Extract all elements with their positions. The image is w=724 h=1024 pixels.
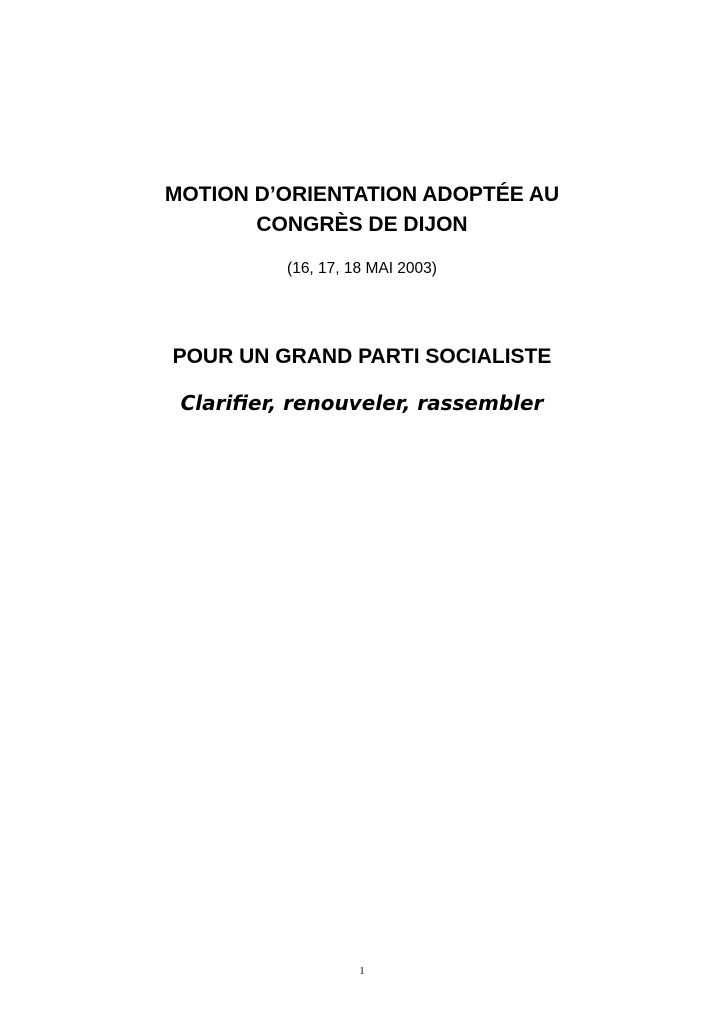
title-block [0,180,724,240]
main-title-line-2: CONGRÈS DE DIJON [256,213,468,236]
motion-tagline: Clarifier, renouveler, rassembler [180,391,544,415]
congress-dates: (16, 17, 18 MAI 2003) [287,260,437,277]
motion-subtitle: POUR UN GRAND PARTI SOCIALISTE [172,345,552,368]
page-number: 1 [359,966,365,977]
main-title-line-1: MOTION D’ORIENTATION ADOPTÉE AU [164,183,560,206]
